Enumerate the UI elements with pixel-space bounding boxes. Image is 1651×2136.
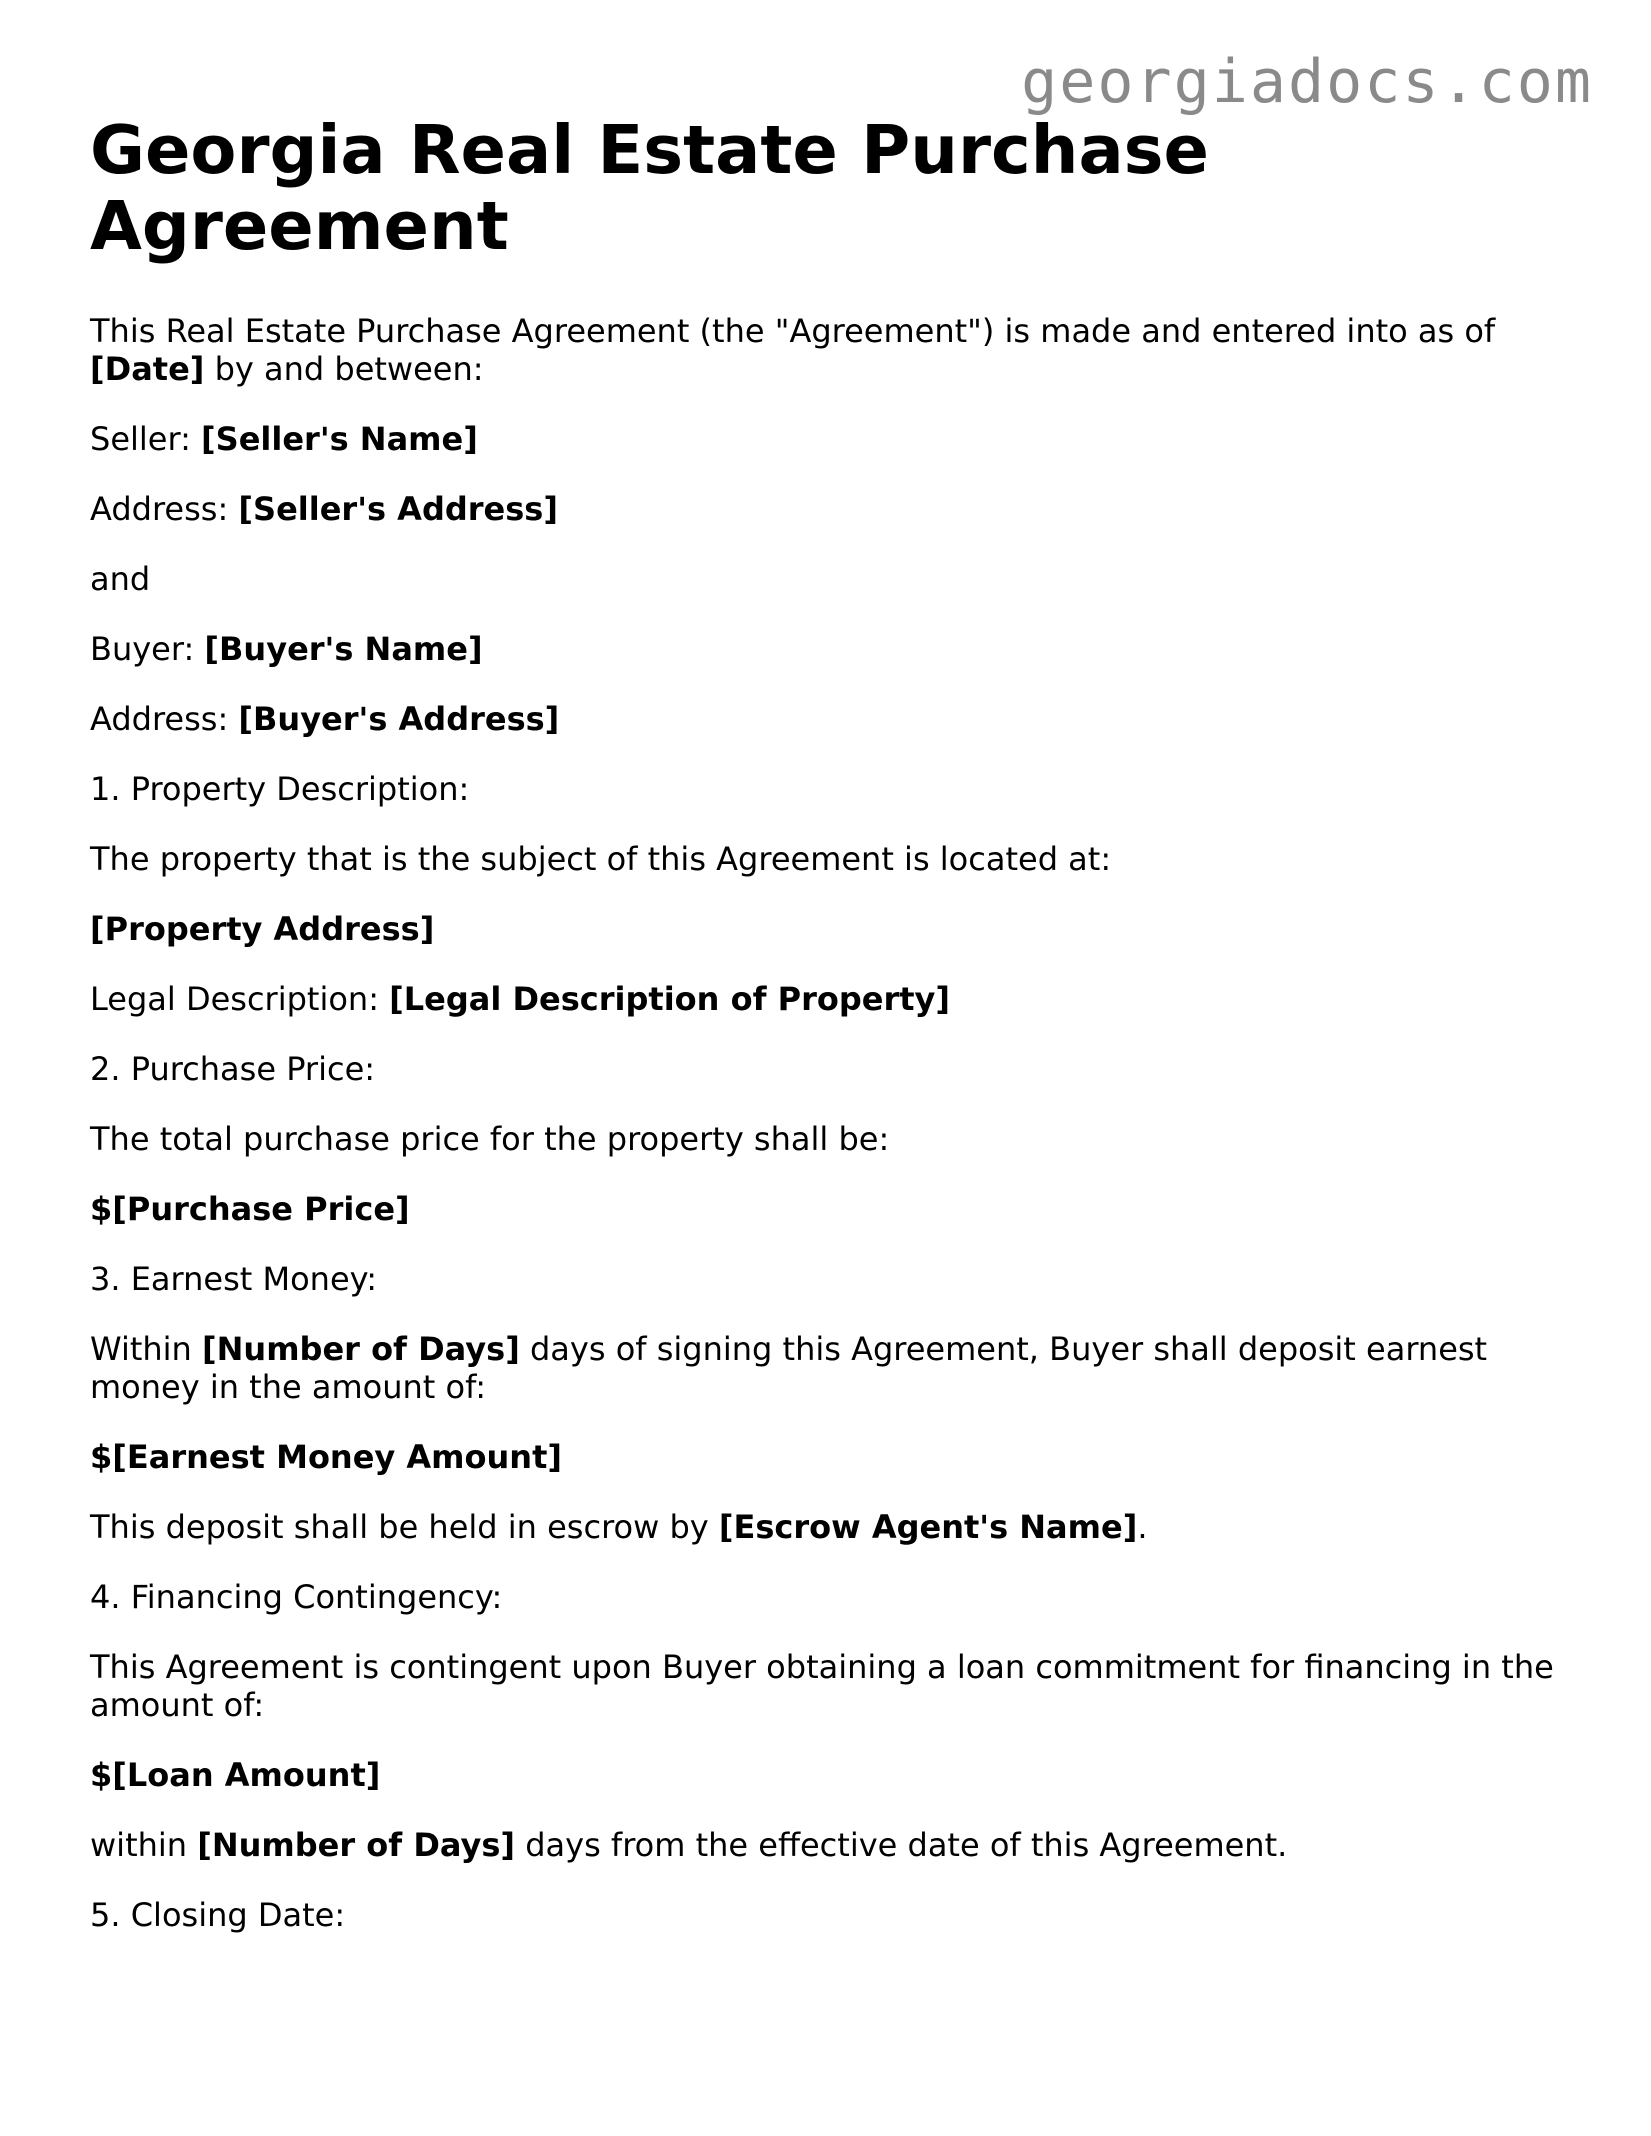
seller-label: Seller: [90, 420, 191, 458]
document-body [90, 112, 1560, 1966]
section-heading-price: 2. Purchase Price: [90, 1050, 376, 1088]
financing-within-line [90, 1826, 1560, 1864]
property-address-placeholder: [Property Address] [90, 910, 435, 948]
intro-text: This Real Estate Purchase Agreement (the "Agreement") is made and entered into as of [90, 312, 1496, 350]
section-heading-financing: 4. Financing Contingency: [90, 1578, 503, 1616]
intro-suffix: by and between: [214, 350, 484, 388]
legal-description-line [90, 980, 1560, 1018]
intro-paragraph [90, 312, 1560, 388]
date-placeholder: [Date] [90, 350, 205, 388]
loan-amount-line [90, 1756, 1560, 1794]
buyer-name-placeholder: [Buyer's Name] [204, 630, 483, 668]
legal-description-placeholder: [Legal Description of Property] [389, 980, 951, 1018]
earnest-body: days of signing this Agreement, Buyer shall deposit earnest money in the amount of: [90, 1330, 1488, 1406]
financing-days-placeholder: [Number of Days] [197, 1826, 516, 1864]
escrow-agent-placeholder: [Escrow Agent's Name] [718, 1508, 1138, 1546]
financing-within-suffix: days from the effective date of this Agreement. [525, 1826, 1288, 1864]
site-watermark: georgiadocs.com [1021, 47, 1593, 117]
earnest-days-placeholder: [Number of Days] [202, 1330, 520, 1368]
purchase-price-placeholder: $[Purchase Price] [90, 1190, 410, 1228]
escrow-suffix: . [1137, 1508, 1148, 1546]
buyer-label: Buyer: [90, 630, 195, 668]
earnest-amount-placeholder: $[Earnest Money Amount] [90, 1438, 562, 1476]
buyer-address-label: Address: [90, 700, 229, 738]
escrow-prefix: This deposit shall be held in escrow by [90, 1508, 709, 1546]
seller-address-placeholder: [Seller's Address] [238, 490, 558, 528]
seller-line [90, 420, 1560, 458]
section-heading-earnest: 3. Earnest Money: [90, 1260, 378, 1298]
earnest-text [90, 1330, 1560, 1406]
purchase-price-line [90, 1190, 1560, 1228]
seller-address-label: Address: [90, 490, 229, 528]
property-text: The property that is the subject of this Agreement is located at: [90, 840, 1112, 878]
seller-address-line [90, 490, 1560, 528]
property-address-line [90, 910, 1560, 948]
escrow-line [90, 1508, 1560, 1546]
section-heading-property: 1. Property Description: [90, 770, 470, 808]
buyer-address-line [90, 700, 1560, 738]
earnest-prefix: Within [90, 1330, 192, 1368]
section-heading-closing: 5. Closing Date: [90, 1896, 346, 1934]
and-line: and [90, 560, 151, 598]
seller-name-placeholder: [Seller's Name] [201, 420, 478, 458]
loan-amount-placeholder: $[Loan Amount] [90, 1756, 381, 1794]
earnest-amount-line [90, 1438, 1560, 1476]
buyer-line [90, 630, 1560, 668]
document-title: Georgia Real Estate Purchase Agreement [90, 111, 1209, 265]
legal-description-label: Legal Description: [90, 980, 379, 1018]
price-text: The total purchase price for the property shall be: [90, 1120, 890, 1158]
financing-within-prefix: within [90, 1826, 188, 1864]
financing-text: This Agreement is contingent upon Buyer obtaining a loan commitment for financing in the amount of: [90, 1648, 1554, 1724]
buyer-address-placeholder: [Buyer's Address] [238, 700, 560, 738]
